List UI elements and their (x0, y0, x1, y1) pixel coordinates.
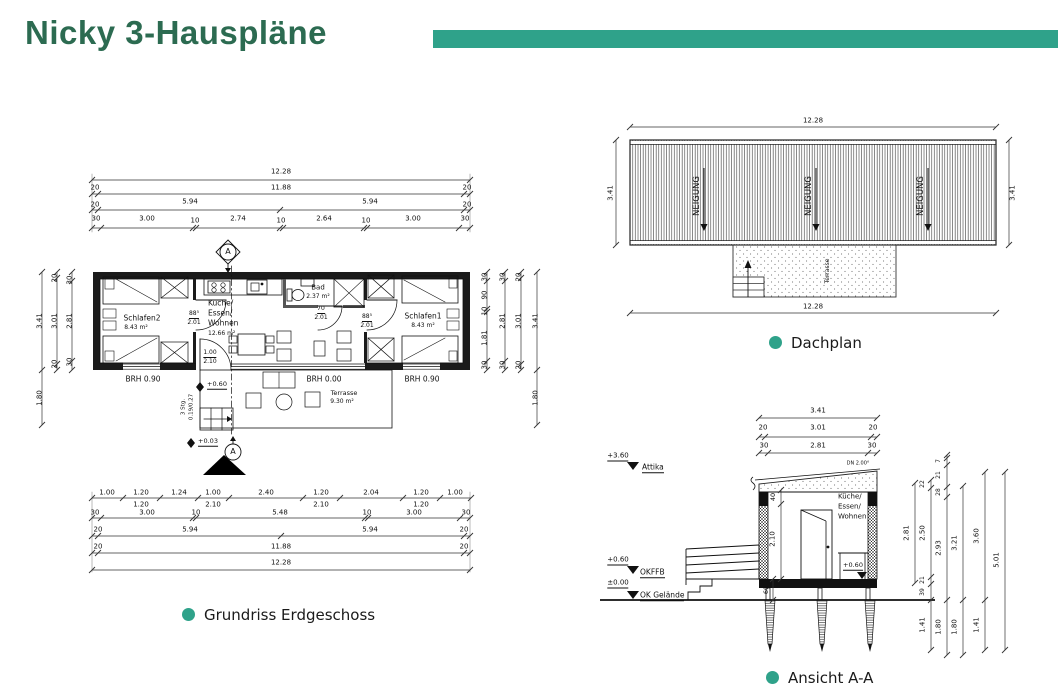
dim-label: 3.41 (606, 185, 615, 201)
room-label: Wohnen (838, 512, 867, 521)
caption-bullet (769, 336, 782, 349)
dim-label: 2.64 (316, 214, 332, 223)
room-label: Essen/ (208, 308, 233, 318)
dim-label: 12.28 (270, 167, 292, 176)
level-label: +0.60 (843, 560, 863, 569)
dim-label: 3.00 (139, 214, 155, 223)
dim-label: 20 (93, 525, 103, 534)
caption-bullet (182, 608, 195, 621)
caption-floorplan: Grundriss Erdgeschoss (204, 606, 376, 624)
room-area: 2.37 m² (306, 293, 330, 300)
room-label: Terrasse (824, 258, 831, 284)
dim-label: 3.21 (950, 535, 959, 551)
page-title: Nicky 3-Hauspläne (25, 14, 327, 51)
dim-label: 3.00 (405, 214, 421, 223)
dim-label: 20 (459, 542, 469, 551)
dim-label: 21 (919, 576, 926, 584)
dim-label: 20 (50, 359, 59, 369)
dim-label: 20 (50, 273, 59, 283)
room-label: Essen/ (838, 502, 861, 511)
dim-label: 10 (276, 216, 286, 225)
dim-label: 5.01 (992, 552, 1001, 568)
dim-label: 30 (65, 357, 74, 367)
dim-label: 1.41 (972, 617, 981, 633)
level-name: OK Gelände (640, 590, 685, 600)
door-size: 2.01 (360, 322, 374, 329)
room-area: 12.66 m² (208, 330, 236, 337)
dim-label: 40 (768, 492, 777, 502)
dim-label: 2.81 (65, 313, 74, 329)
dim-label: 3.01 (514, 313, 523, 329)
door-size: 70 (317, 305, 325, 312)
dim-label: 7 (935, 459, 942, 463)
room-label: Küche/ (208, 298, 234, 308)
dim-label: 30 (90, 508, 100, 517)
brh-label: BRH 0.00 (306, 374, 342, 384)
dim-label: 1.24 (171, 488, 187, 497)
dim-label: 3.60 (972, 528, 981, 544)
dim-label: 2.10 (205, 500, 221, 509)
section-drawing (600, 462, 935, 652)
level-label: +3.60 (607, 451, 629, 460)
dim-label: 2.81 (902, 525, 911, 541)
door-size: 2.10 (203, 358, 217, 365)
dim-label: 20 (90, 183, 100, 192)
dim-label: 30 (480, 360, 489, 370)
dim-label: 2.10 (313, 500, 329, 509)
room-label: Schlafen1 (404, 311, 442, 321)
dim-label: 30 (460, 214, 470, 223)
room-area: 8.43 m² (124, 324, 148, 331)
dim-label: 5.94 (182, 525, 198, 534)
level-label: +0.60 (207, 379, 227, 388)
room-label: Wohnen (208, 318, 239, 328)
dim-label: 20 (462, 183, 472, 192)
caption-section: Ansicht A-A (788, 669, 874, 687)
dim-label: 2.74 (230, 214, 246, 223)
dim-label: 10 (190, 216, 200, 225)
dim-label: 10 (361, 216, 371, 225)
dim-label: 12.28 (270, 558, 292, 567)
dim-label: 1.80 (531, 390, 540, 406)
dim-label: 22 (919, 480, 926, 488)
dim-label: 30 (461, 508, 471, 517)
dim-label: 2.04 (363, 488, 379, 497)
stairs-label: 0.19/0.27 (188, 393, 195, 421)
floorplan-drawing (92, 174, 470, 572)
brh-label: BRH 0.90 (404, 374, 440, 384)
dim-label: 30 (65, 275, 74, 285)
dim-label: 3.01 (50, 313, 59, 329)
dim-label: 3.41 (1008, 185, 1017, 201)
roofplan-drawing (630, 140, 996, 297)
dim-label: 2.50 (918, 525, 927, 541)
dim-label: 1.80 (950, 619, 959, 635)
dim-label: 3.00 (406, 508, 422, 517)
dim-label: 1.80 (934, 619, 943, 635)
dim-label: 2.10 (768, 531, 777, 547)
dim-label: 3.41 (531, 313, 540, 329)
dim-label: 5.94 (362, 525, 378, 534)
door-size: 2.01 (314, 314, 328, 321)
dim-label: 30 (480, 272, 489, 282)
dim-label: 30 (498, 272, 507, 282)
dim-label: 20 (514, 272, 523, 282)
level-name: Attika (642, 462, 664, 472)
door-size: 1.00 (203, 349, 217, 356)
dim-label: 5.94 (182, 197, 198, 206)
dim-label: 12.28 (802, 302, 824, 311)
dim-label: 1.20 (413, 488, 429, 497)
dim-label: 10 (480, 306, 489, 316)
dim-label: 20 (514, 360, 523, 370)
level-label: ±0.00 (607, 578, 629, 587)
door-size: 88⁵ (361, 313, 373, 320)
caption-roofplan: Dachplan (791, 334, 862, 352)
dim-label: 90 (480, 290, 489, 300)
room-label: Küche/ (838, 492, 862, 501)
dim-label: 20 (459, 525, 469, 534)
dim-label: 3.01 (810, 423, 826, 432)
dim-label: 20 (462, 200, 472, 209)
dim-label: 21 (935, 471, 942, 479)
dim-label: 30 (867, 441, 877, 450)
dim-label: 3.41 (810, 406, 826, 415)
dim-label: 12.28 (802, 116, 824, 125)
dim-label: 2.40 (258, 488, 274, 497)
dim-label: 1.00 (447, 488, 463, 497)
dim-label: 1.81 (480, 330, 489, 346)
brh-label: BRH 0.90 (125, 374, 161, 384)
caption-bullet (766, 671, 779, 684)
slope-label: NEIGUNG (915, 176, 926, 216)
room-label: Schlafen2 (123, 313, 161, 323)
stairs-label: 3 Stg. (180, 398, 187, 416)
room-area: 8.43 m² (411, 322, 435, 329)
dim-label: 11.88 (270, 183, 292, 192)
door-size: 88⁵ (188, 310, 200, 317)
room-label: Bad (311, 283, 325, 292)
level-name: OKFFB (640, 567, 665, 577)
level-label: +0.60 (607, 555, 629, 564)
dim-label: 30 (759, 441, 769, 450)
dim-label: 10 (362, 508, 372, 517)
room-area: 9.30 m² (330, 398, 354, 405)
dim-label: 2.93 (934, 540, 943, 556)
room-label: Terrasse (330, 388, 358, 397)
dim-label: 1.41 (918, 617, 927, 633)
dim-label: 20 (868, 423, 878, 432)
section-marker-label: A (230, 447, 236, 456)
dim-label: 3.00 (139, 508, 155, 517)
dim-label: 20 (758, 423, 768, 432)
dim-label: 20 (90, 200, 100, 209)
dim-label: 1.20 (413, 500, 429, 509)
slope-label: NEIGUNG (691, 176, 702, 216)
dim-label: 1.20 (313, 488, 329, 497)
dim-label: 2.81 (498, 313, 507, 329)
dim-label: 30 (498, 360, 507, 370)
dim-label: 39 (919, 588, 926, 596)
dim-label: 1.00 (205, 488, 221, 497)
dim-label: 28 (935, 488, 942, 496)
dim-label: 60 (761, 585, 770, 595)
dim-label: 5.48 (272, 508, 288, 517)
dim-label: 10 (191, 508, 201, 517)
dim-label: 1.00 (99, 488, 115, 497)
dim-label: 11.88 (270, 542, 292, 551)
level-label: +0.03 (198, 436, 218, 445)
dim-label: 1.80 (35, 390, 44, 406)
door-size: 2.01 (187, 319, 201, 326)
dim-label: 3.41 (35, 313, 44, 329)
dim-label: 1.20 (133, 488, 149, 497)
dim-label: 30 (91, 214, 101, 223)
section-marker-label: A (225, 247, 231, 256)
dim-label: 5.94 (362, 197, 378, 206)
slope-note: DN 2.00° (846, 460, 870, 467)
slope-label: NEIGUNG (803, 176, 814, 216)
dim-label: 20 (93, 542, 103, 551)
dim-label: 1.20 (133, 500, 149, 509)
dim-label: 2.81 (810, 441, 826, 450)
